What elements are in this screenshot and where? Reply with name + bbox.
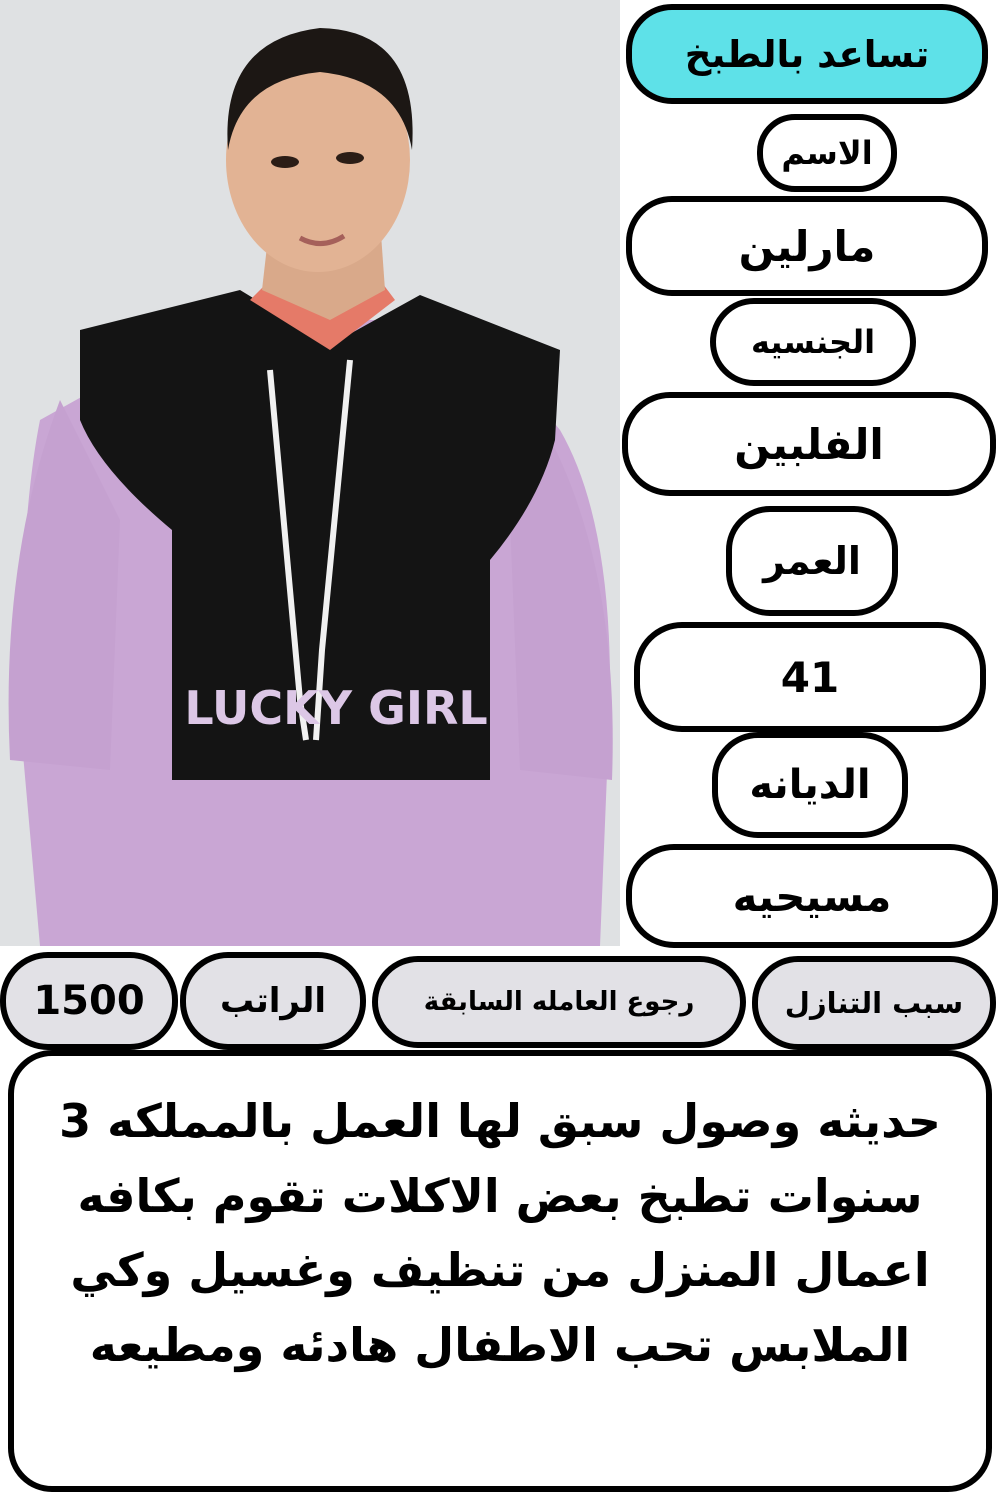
worker-description: حديثه وصول سبق لها العمل بالمملكه 3 سنوات تطبخ بعض الاكلات تقوم بكافه اعمال المنزل من تنظيف وغسيل وكي الملابس تحب الاطفال هادئه ومطيعه (8, 1050, 992, 1492)
salary-label: الراتب (180, 952, 366, 1050)
reason-label: سبب التنازل (752, 956, 996, 1050)
religion-value: مسيحيه (626, 844, 998, 948)
worker-photo (0, 0, 620, 946)
shirt-text: LUCKY GIRL (184, 681, 488, 735)
age-value: 41 (634, 622, 986, 732)
nationality-label: الجنسيه (710, 298, 916, 386)
nationality-value: الفلبين (622, 392, 996, 496)
age-label: العمر (726, 506, 898, 616)
job-title: تساعد بالطبخ (626, 4, 988, 104)
salary-value: 1500 (0, 952, 178, 1050)
religion-label: الديانه (712, 732, 908, 838)
name-value: مارلين (626, 196, 988, 296)
name-label: الاسم (757, 114, 897, 192)
reason-value: رجوع العامله السابقة (372, 956, 746, 1048)
